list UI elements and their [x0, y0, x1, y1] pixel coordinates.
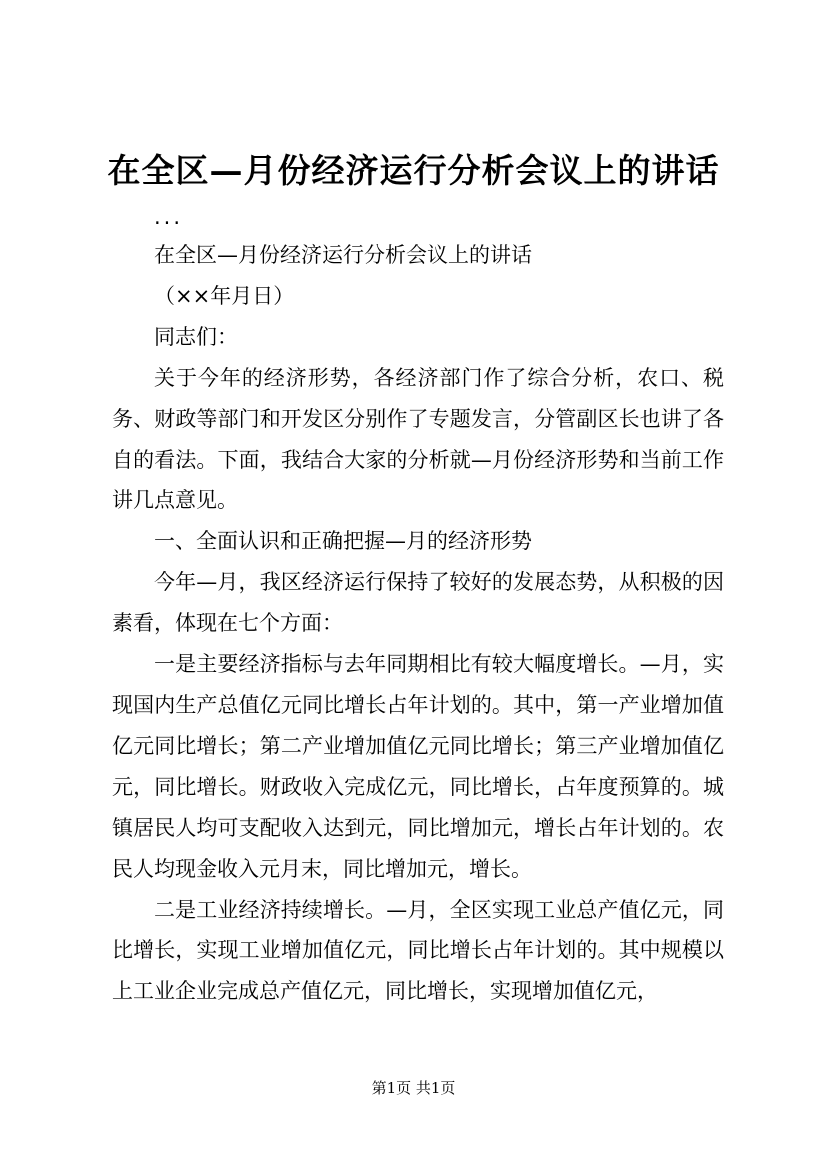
paragraph-point-two: 二是工业经济持续增长。—月，全区实现工业总产值亿元，同比增长，实现工业增加值亿元，同比增长占年计划的。其中规模以上工业企业完成总产值亿元，同比增长，实现增加值亿元， — [112, 897, 724, 1004]
ellipsis-line: ... — [154, 205, 184, 229]
page-number: 第1页 共1页 — [371, 1079, 456, 1097]
section-heading: 一、全面认识和正确把握—月的经济形势 — [154, 529, 532, 554]
salutation: 同志们： — [154, 324, 238, 349]
document-body — [112, 199, 724, 1012]
date-line: （××年月日） — [154, 283, 295, 308]
document-title: 在全区—月份经济运行分析会议上的讲话 — [107, 151, 720, 190]
subtitle: 在全区—月份经济运行分析会议上的讲话 — [154, 243, 532, 267]
paragraph-intro: 关于今年的经济形势，各经济部门作了综合分析，农口、税务、财政等部门和开发区分别作了专题发言，分管副区长也讲了各自的看法。下面，我结合大家的分析就—月份经济形势和当前工作讲几点意见。 — [112, 365, 724, 513]
paragraph-overview: 今年—月，我区经济运行保持了较好的发展态势，从积极的因素看，体现在七个方面： — [112, 570, 724, 636]
paragraph-point-one: 一是主要经济指标与去年同期相比有较大幅度增长。—月，实现国内生产总值亿元同比增长占年计划的。其中，第一产业增加值亿元同比增长；第二产业增加值亿元同比增长；第三产业增加值亿元，同比增长。财政收入完成亿元，同比增长，占年度预算的。城镇居民人均可支配收入达到元，同比增加元，增长占年计划的。农民人均现金收入元月末，同比增加元，增长。 — [112, 652, 724, 881]
